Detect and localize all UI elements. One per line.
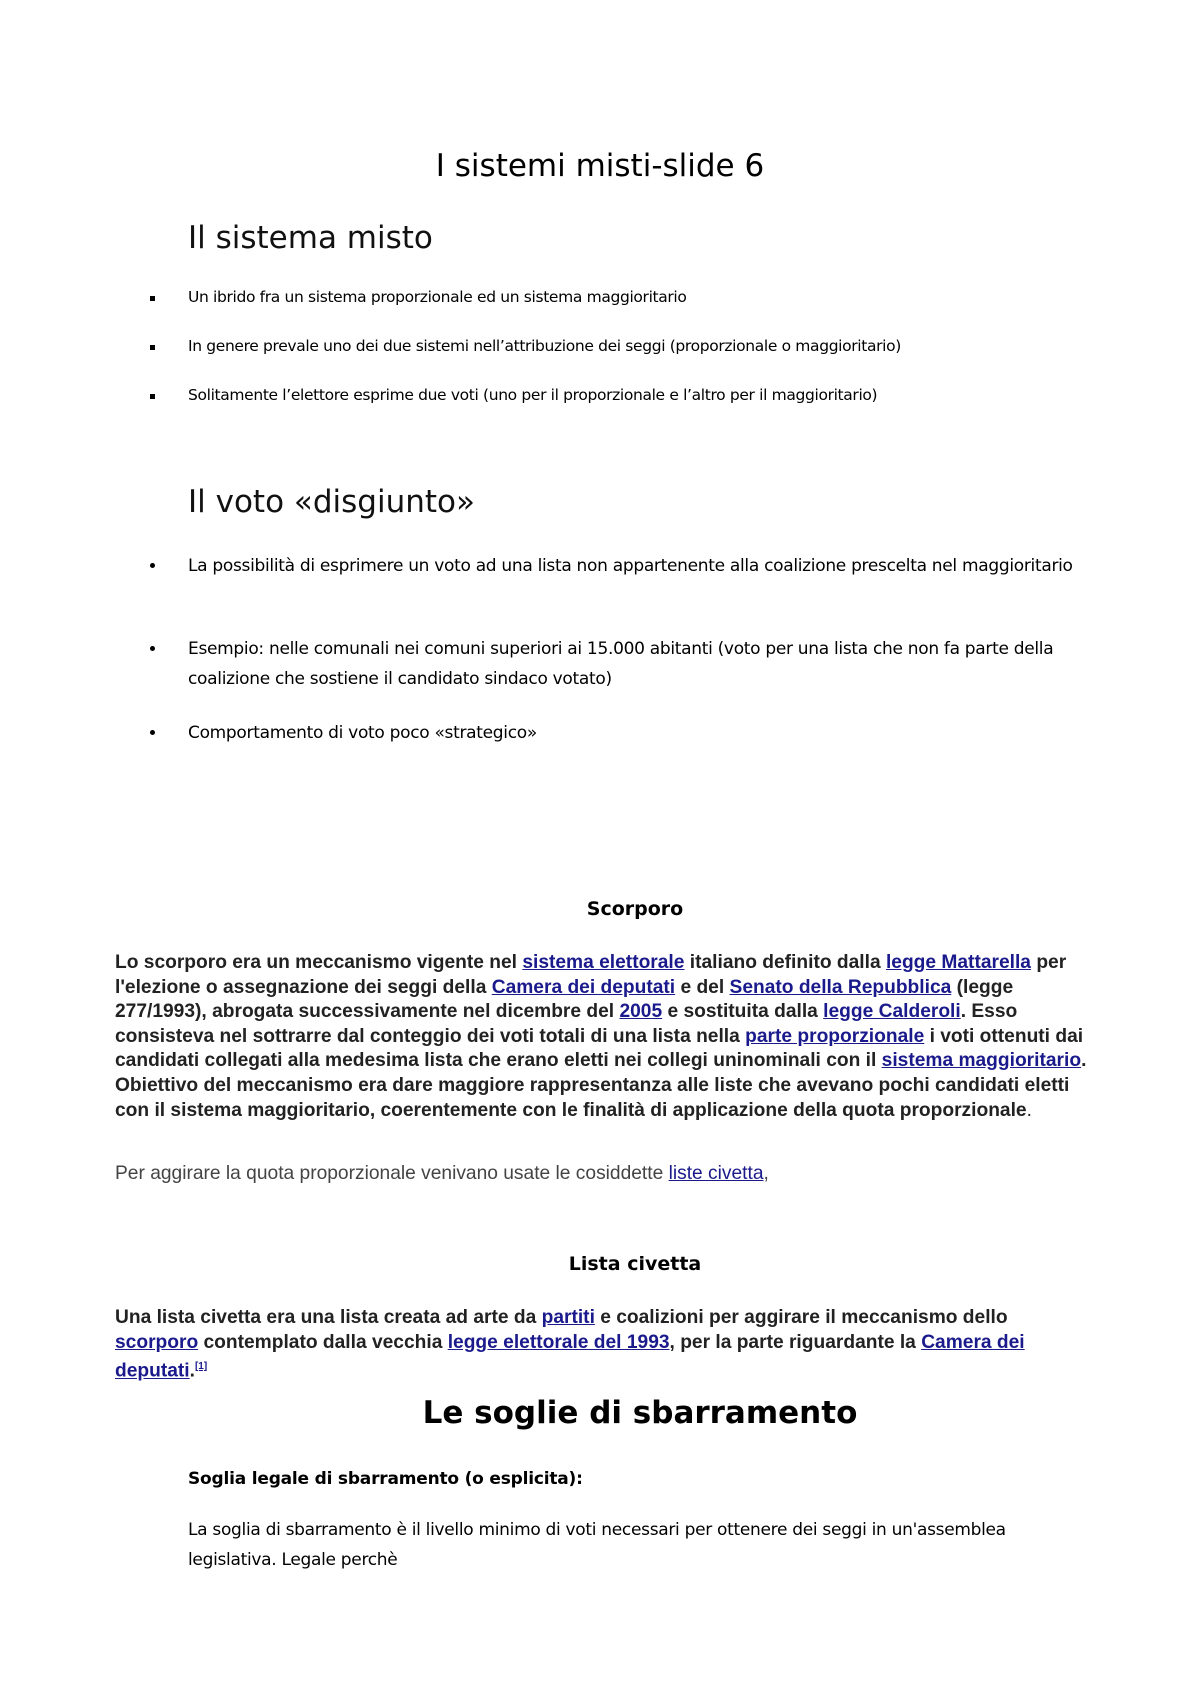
scorporo-note: Per aggirare la quota proporzionale venivano usate le cosiddette liste civetta, [115, 1163, 769, 1184]
link-liste-civetta[interactable]: liste civetta [668, 1163, 764, 1184]
section-heading-sistema-misto: Il sistema misto [188, 220, 433, 256]
footnote-link[interactable]: [1] [194, 1361, 208, 1373]
round-bullet-icon [150, 563, 155, 568]
link-camera-dei-deputati-2[interactable]: Camera dei deputati [115, 1331, 1025, 1382]
list-item [150, 337, 1090, 355]
list-item-text: Un ibrido fra un sistema proporzionale ed un sistema maggioritario [188, 288, 687, 306]
list-item-text: La possibilità di esprimere un voto ad una lista non appartenente alla coalizione prescelta nel maggioritario [188, 556, 1073, 576]
section-heading-voto-disgiunto: Il voto «disgiunto» [188, 484, 475, 520]
link-sistema-maggioritario[interactable]: sistema maggioritario [881, 1050, 1082, 1072]
page-title: I sistemi misti-slide 6 [435, 148, 765, 184]
scorporo-heading: Scorporo [586, 898, 684, 920]
scorporo-paragraph: Lo scorporo era un meccanismo vigente nel sistema elettorale italiano definito dalla legge Mattarella per l'elezione o assegnazione dei seggi della Camera dei deputati e del Senato della Repubblica (legge 277/1993), abrogata successivamente nel dicembre del 2005 e sostituita dalla legge Calderoli. Esso consisteva nel sottrarre dal conteggio dei voti totali di una lista nella parte proporzionale i voti ottenuti dai candidati collegati alla medesima lista che erano eletti nei collegi uninominali con il sistema maggioritario. Obiettivo del meccanismo era dare maggiore rappresentanza alle liste che avevano pochi candidati eletti con il sistema maggioritario, coerentemente con le finalità di applicazione della quota proporzionale. [115, 952, 1087, 1121]
link-camera-dei-deputati[interactable]: Camera dei deputati [491, 976, 676, 998]
lista-civetta-heading: Lista civetta [568, 1253, 702, 1275]
list-item [150, 634, 1090, 694]
round-bullet-icon [150, 646, 155, 651]
link-parte-proporzionale[interactable]: parte proporzionale [745, 1025, 925, 1047]
link-2005[interactable]: 2005 [619, 1001, 663, 1023]
soglia-legale-subheading: Soglia legale di sbarramento (o esplicita): [188, 1469, 583, 1489]
link-senato-della-repubblica[interactable]: Senato della Repubblica [729, 976, 952, 998]
list-item-text: Solitamente l’elettore esprime due voti (uno per il proporzionale e l’altro per il maggioritario) [188, 386, 878, 404]
link-legge-calderoli[interactable]: legge Calderoli [823, 1001, 961, 1023]
soglie-heading: Le soglie di sbarramento [422, 1395, 858, 1431]
list-item-text: Esempio: nelle comunali nei comuni superiori ai 15.000 abitanti (voto per una lista che non fa parte della coalizione che sostiene il candidato sindaco votato) [188, 639, 1054, 689]
list-item [150, 288, 1090, 306]
link-partiti[interactable]: partiti [541, 1307, 595, 1328]
list-item-text: Comportamento di voto poco «strategico» [188, 723, 537, 743]
lista-civetta-paragraph: Una lista civetta era una lista creata ad arte da partiti e coalizioni per aggirare il meccanismo dello scorporo contemplato dalla vecchia legge elettorale del 1993, per la parte riguardante la Camera dei deputati.[1] [115, 1307, 1025, 1382]
square-bullet-icon [150, 296, 155, 301]
link-legge-elettorale-1993[interactable]: legge elettorale del 1993 [447, 1331, 670, 1353]
list-item [150, 386, 1090, 404]
link-scorporo[interactable]: scorporo [115, 1331, 199, 1353]
link-sistema-elettorale[interactable]: sistema elettorale [522, 952, 685, 973]
list-item [150, 718, 1090, 748]
square-bullet-icon [150, 345, 155, 350]
soglia-paragraph: La soglia di sbarramento è il livello minimo di voti necessari per ottenere dei seggi in un'assemblea legislativa. Legale perchè [188, 1520, 1006, 1570]
list-item [150, 551, 1090, 581]
round-bullet-icon [150, 730, 155, 735]
square-bullet-icon [150, 394, 155, 399]
list-item-text: In genere prevale uno dei due sistemi nell’attribuzione dei seggi (proporzionale o maggioritario) [188, 337, 901, 355]
link-legge-mattarella[interactable]: legge Mattarella [885, 952, 1031, 973]
